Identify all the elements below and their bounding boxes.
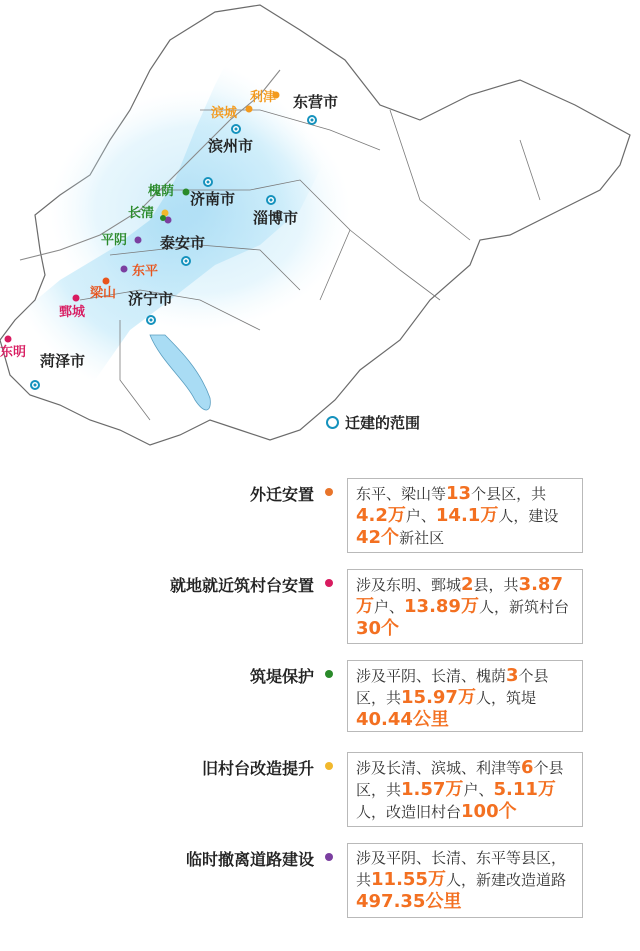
item-title: 临时撤离道路建设 [185, 850, 314, 869]
county-label-changqing: 长清 [128, 206, 155, 221]
county-dot-bincheng [246, 106, 253, 113]
county-label-guiyin: 槐荫 [148, 184, 175, 199]
purple-dot-icon [325, 853, 333, 861]
county-dot-liangshan [103, 278, 110, 285]
city-label-zibo: 淄博市 [253, 209, 299, 227]
county-dot-juancheng [73, 295, 80, 302]
city-label-dongying: 东营市 [293, 93, 339, 111]
green-dot-icon [325, 670, 333, 678]
county-label-dongming: 东明 [0, 345, 27, 360]
item-description: 涉及东明、鄄城2县，共3.87万户、13.89万人，新筑村台30个 [347, 569, 583, 644]
city-label-heze: 菏泽市 [40, 352, 86, 370]
county-label-juancheng: 鄄城 [59, 305, 86, 320]
county-dot-pingyin [135, 237, 142, 244]
yellow-dot-icon [325, 762, 333, 770]
item-title: 筑堤保护 [249, 667, 314, 686]
county-label-bincheng: 滨城 [211, 106, 238, 121]
county-label-pingyin: 平阴 [101, 233, 128, 248]
county-label-lijin: 利津 [250, 90, 277, 105]
legend-label: 迁建的范围 [345, 414, 421, 432]
county-dot-guiyin [183, 189, 190, 196]
item-title: 旧村台改造提升 [201, 759, 314, 778]
county-dot-changqing-c [160, 215, 166, 221]
county-dot-dongming [5, 336, 12, 343]
item-description: 涉及长清、滨城、利津等6个县区，共1.57万户、5.11万人，改造旧村台100个 [347, 752, 583, 827]
map-legend [326, 412, 420, 433]
ring-marker-icon [326, 416, 339, 429]
county-label-dongping: 东平 [132, 264, 159, 279]
item-description: 涉及平阴、长清、东平等县区，共11.55万人，新建改造道路497.35公里 [347, 843, 583, 918]
city-label-taian: 泰安市 [160, 234, 206, 252]
county-dot-dongping [121, 266, 128, 273]
city-label-jining: 济宁市 [128, 290, 174, 308]
item-description: 东平、梁山等13个县区，共4.2万户、14.1万人，建设42个新社区 [347, 478, 583, 553]
city-label-jinan: 济南市 [190, 190, 236, 208]
county-label-liangshan: 梁山 [90, 286, 117, 301]
red-dot-icon [325, 579, 333, 587]
city-label-binzhou: 滨州市 [208, 137, 254, 155]
orange-dot-icon [325, 488, 333, 496]
item-title: 就地就近筑村台安置 [169, 576, 314, 595]
item-title: 外迁安置 [249, 485, 314, 504]
item-description: 涉及平阴、长清、槐荫3个县区，共15.97万人，筑堤40.44公里 [347, 660, 583, 732]
shandong-map [0, 0, 640, 450]
